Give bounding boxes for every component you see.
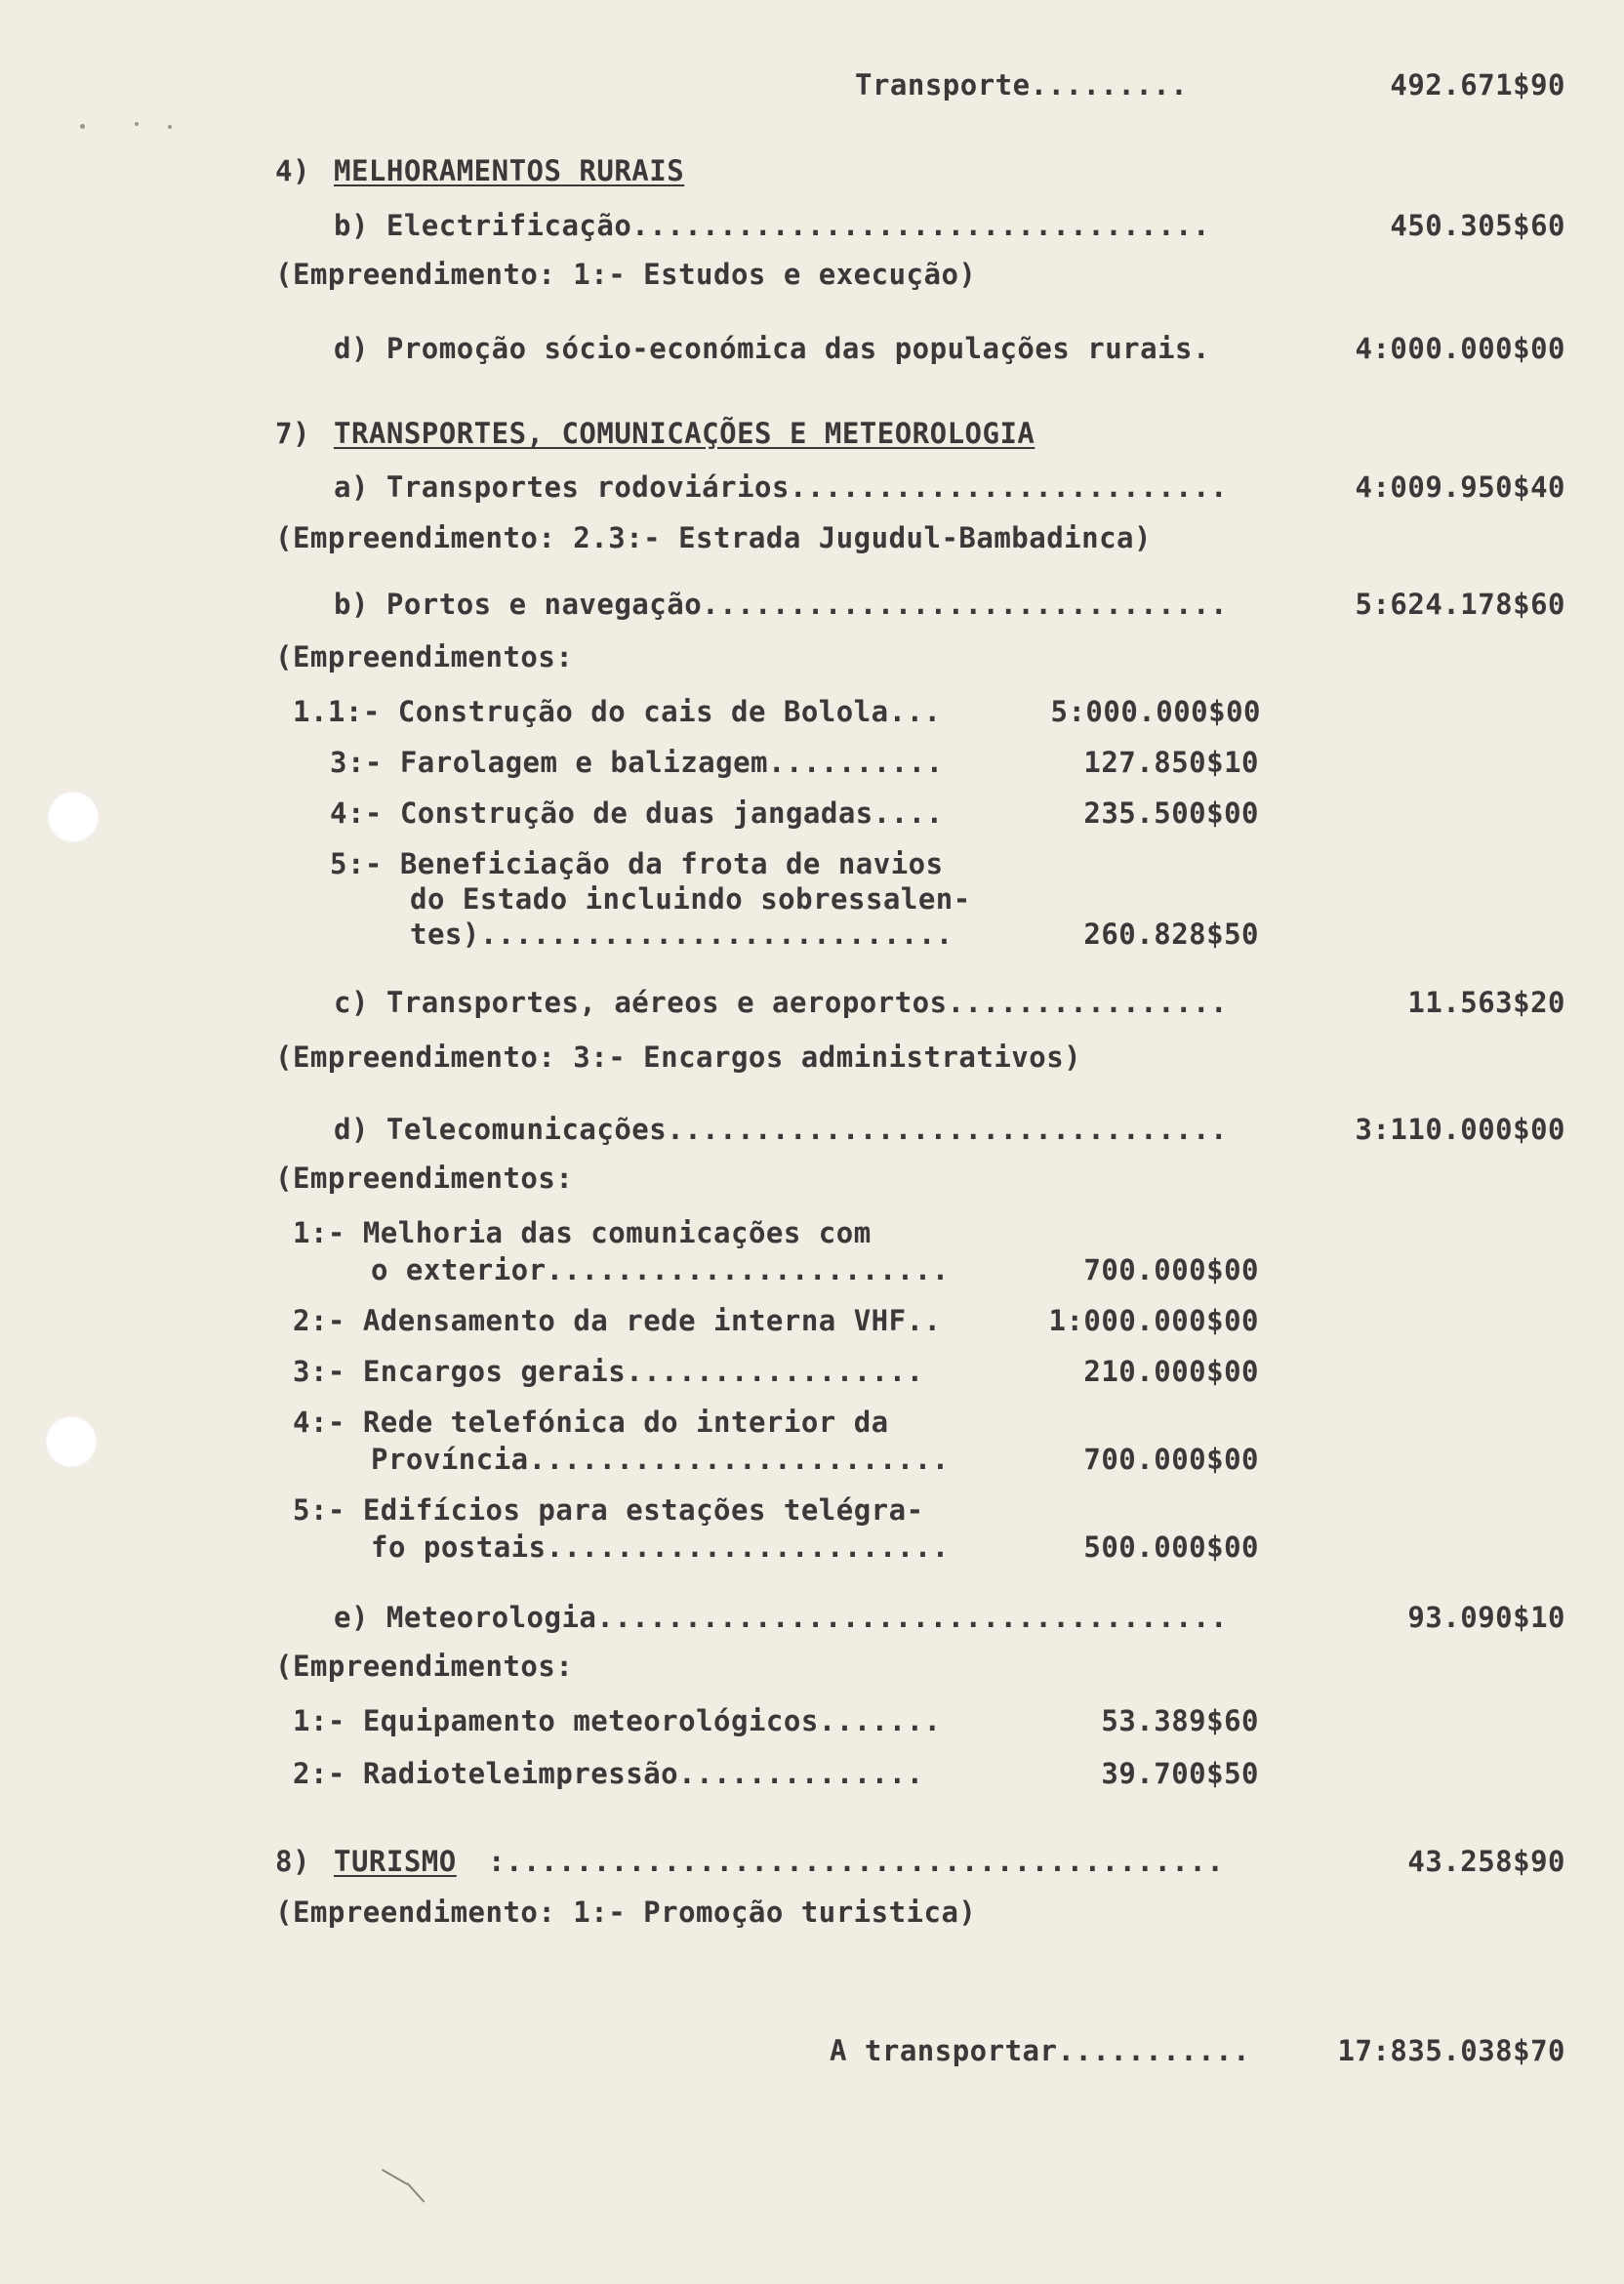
section-8-note: (Empreendimento: 1:- Promoção turistica): [275, 1896, 977, 1929]
section-8-number: 8): [275, 1845, 310, 1878]
s7-b-item-value: 235.500$00: [1083, 796, 1259, 830]
s7-e-item-label: 1:- Equipamento meteorológicos.......: [293, 1704, 942, 1737]
s4-d-label: d) Promoção sócio-económica das populações rurais.: [334, 332, 1210, 365]
s7-b-item-label: 3:- Farolagem e balizagem..........: [330, 746, 944, 779]
s7-e-item-label: 2:- Radioteleimpressão..............: [293, 1757, 924, 1790]
section-8-heading: TURISMO: [334, 1845, 457, 1878]
s7-d-item-label: 4:- Rede telefónica do interior da: [293, 1406, 889, 1439]
s4-b-label: b) Electrificação.................................: [334, 209, 1210, 242]
s7-c-value: 11.563$20: [1407, 986, 1565, 1019]
punch-hole-lower: [45, 1415, 98, 1468]
s7-d-item-label: Província........................: [371, 1443, 950, 1476]
s7-d-item-value: 700.000$00: [1083, 1253, 1259, 1286]
s7-d-value: 3:110.000$00: [1355, 1113, 1565, 1146]
transporte-value: 492.671$90: [1390, 68, 1565, 102]
s7-d-item-value: 700.000$00: [1083, 1443, 1259, 1476]
a-transportar-value: 17:835.038$70: [1337, 2034, 1565, 2067]
s7-d-label: d) Telecomunicações................................: [334, 1113, 1228, 1146]
s7-b-value: 5:624.178$60: [1355, 588, 1565, 621]
s7-d-note: (Empreendimentos:: [275, 1162, 574, 1195]
s7-d-item-label: 3:- Encargos gerais.................: [293, 1355, 924, 1388]
section-7-heading: TRANSPORTES, COMUNICAÇÕES E METEOROLOGIA: [334, 417, 1035, 450]
s7-b-label: b) Portos e navegação..............................: [334, 588, 1228, 621]
s7-d-item-label: 1:- Melhoria das comunicações com: [293, 1216, 872, 1249]
s4-b-note: (Empreendimento: 1:- Estudos e execução): [275, 258, 977, 291]
s7-b-item-label: 1.1:- Construção do cais de Bolola...: [293, 695, 942, 728]
section-8-value: 43.258$90: [1407, 1845, 1565, 1878]
s7-d-item-value: 1:000.000$00: [1048, 1304, 1259, 1337]
s7-b-item-label: tes)...........................: [410, 918, 954, 951]
s7-d-item-label: fo postais.......................: [371, 1530, 950, 1564]
pencil-mark: [382, 2169, 408, 2185]
section-4-heading: MELHORAMENTOS RURAIS: [334, 154, 685, 187]
section-8-leader: :.........................................: [488, 1845, 1225, 1878]
s7-d-item-value: 210.000$00: [1083, 1355, 1259, 1388]
ink-speck: [168, 125, 172, 129]
s7-a-label: a) Transportes rodoviários.........................: [334, 470, 1228, 504]
s4-b-value: 450.305$60: [1390, 209, 1565, 242]
s7-c-label: c) Transportes, aéreos e aeroportos................: [334, 986, 1228, 1019]
s7-b-item-value: 260.828$50: [1083, 918, 1259, 951]
s7-e-item-value: 53.389$60: [1101, 1704, 1259, 1737]
s7-e-note: (Empreendimentos:: [275, 1650, 574, 1683]
s4-d-value: 4:000.000$00: [1355, 332, 1565, 365]
ink-speck: [80, 124, 85, 129]
s7-e-item-value: 39.700$50: [1101, 1757, 1259, 1790]
s7-b-item-value: 5:000.000$00: [1050, 695, 1261, 728]
ink-speck: [135, 122, 139, 126]
s7-a-value: 4:009.950$40: [1355, 470, 1565, 504]
s7-d-item-value: 500.000$00: [1083, 1530, 1259, 1564]
s7-a-note: (Empreendimento: 2.3:- Estrada Jugudul-Bambadinca): [275, 521, 1152, 554]
pencil-mark: [407, 2182, 426, 2203]
section-7-number: 7): [275, 417, 310, 450]
s7-d-item-label: o exterior.......................: [371, 1253, 950, 1286]
a-transportar-label: A transportar...........: [830, 2034, 1251, 2067]
s7-c-note: (Empreendimento: 3:- Encargos administrativos): [275, 1040, 1082, 1074]
s7-e-value: 93.090$10: [1407, 1601, 1565, 1634]
s7-d-item-label: 2:- Adensamento da rede interna VHF..: [293, 1304, 942, 1337]
s7-b-note: (Empreendimentos:: [275, 640, 574, 673]
s7-d-item-label: 5:- Edifícios para estações telégra-: [293, 1493, 924, 1527]
s7-b-item-label: do Estado incluindo sobressalen-: [410, 882, 971, 916]
transporte-label: Transporte.........: [855, 68, 1189, 102]
s7-b-item-label: 5:- Beneficiação da frota de navios: [330, 847, 944, 880]
s7-b-item-value: 127.850$10: [1083, 746, 1259, 779]
s7-e-label: e) Meteorologia....................................: [334, 1601, 1228, 1634]
punch-hole-upper: [47, 791, 100, 843]
section-4-number: 4): [275, 154, 310, 187]
s7-b-item-label: 4:- Construção de duas jangadas....: [330, 796, 944, 830]
